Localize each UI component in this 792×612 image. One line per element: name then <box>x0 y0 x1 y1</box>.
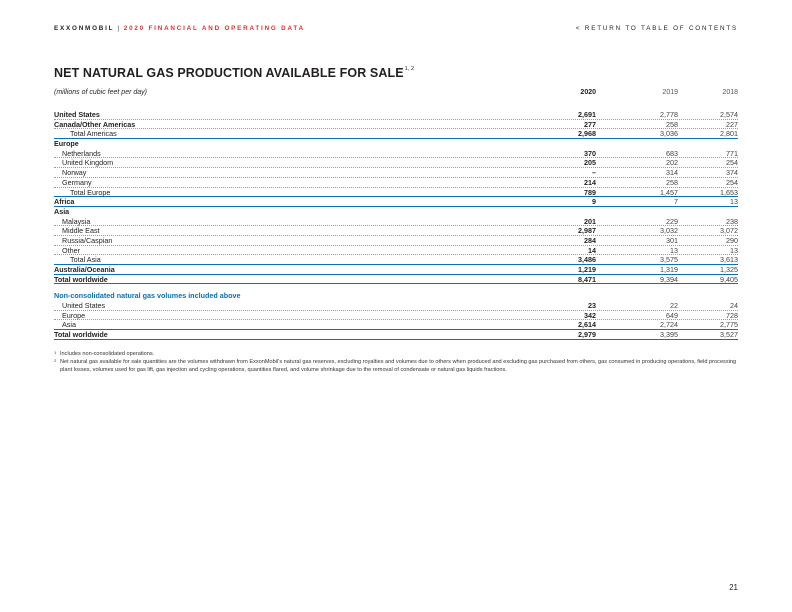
value-2019: 3,395 <box>660 330 678 340</box>
row-label: Total Asia <box>70 255 101 265</box>
table-row <box>54 265 738 275</box>
row-label: Asia <box>54 206 70 216</box>
value-2018: 254 <box>726 158 738 168</box>
footnotes <box>54 350 744 374</box>
page-title-text: NET NATURAL GAS PRODUCTION AVAILABLE FOR SALE <box>54 66 404 80</box>
row-label: United Kingdom <box>62 158 114 168</box>
value-2020: 3,486 <box>578 255 596 265</box>
value-2020: 1,219 <box>578 265 596 274</box>
value-2018: 374 <box>726 168 738 178</box>
table-row <box>54 110 738 120</box>
value-2020: 284 <box>584 235 596 245</box>
value-2018: 3,072 <box>720 226 738 236</box>
row-label: Total worldwide <box>54 330 108 340</box>
table-row <box>54 311 738 321</box>
column-header-2019: 2019 <box>662 89 678 96</box>
company-name: EXXONMOBIL <box>54 25 115 32</box>
value-2018: 227 <box>726 119 738 129</box>
footnote-number: 2 <box>54 358 57 363</box>
row-label: Non-consolidated natural gas volumes included above <box>54 291 241 301</box>
value-2018: 9,405 <box>720 274 738 284</box>
value-2020: 2,614 <box>578 320 596 330</box>
value-2019: 649 <box>666 310 678 320</box>
row-label: Netherlands <box>62 148 101 158</box>
value-2018: 2,574 <box>720 110 738 119</box>
footnote <box>54 358 744 374</box>
table-row <box>54 320 738 330</box>
value-2019: 1,457 <box>660 187 678 197</box>
value-2018: 254 <box>726 177 738 187</box>
table-row-total <box>54 330 738 340</box>
table-row <box>54 226 738 236</box>
value-2019: 301 <box>666 235 678 245</box>
title-footnote-refs: 1, 2 <box>404 65 415 72</box>
value-2019: 202 <box>666 158 678 168</box>
value-2019: 22 <box>670 301 678 311</box>
row-label: Malaysia <box>62 216 91 226</box>
value-2018: 13 <box>730 245 738 255</box>
document-title: 2020 FINANCIAL AND OPERATING DATA <box>123 25 305 32</box>
row-label: Total Americas <box>70 129 117 139</box>
value-2020: 2,979 <box>578 330 596 340</box>
row-label: Middle East <box>62 226 100 236</box>
value-2019: 314 <box>666 168 678 178</box>
row-label: United States <box>54 110 100 119</box>
value-2018: 2,775 <box>720 320 738 330</box>
page-number: 21 <box>729 583 738 592</box>
table-section-heading <box>54 139 738 149</box>
value-2019: 258 <box>666 119 678 129</box>
table-row <box>54 236 738 246</box>
value-2019: 258 <box>666 177 678 187</box>
row-label: Asia <box>62 320 76 330</box>
table-section-heading <box>54 207 738 217</box>
table-section-heading <box>54 291 738 301</box>
value-2018: 13 <box>730 197 738 207</box>
value-2020: 205 <box>584 158 596 168</box>
value-2019: 7 <box>674 197 678 207</box>
value-2020: 214 <box>584 177 596 187</box>
value-2018: 2,801 <box>720 129 738 139</box>
value-2019: 229 <box>666 216 678 226</box>
gas-production-table <box>54 110 738 340</box>
return-to-toc-link[interactable]: < RETURN TO TABLE OF CONTENTS <box>575 25 738 32</box>
table-row <box>54 168 738 178</box>
column-header-2020: 2020 <box>580 89 596 96</box>
footnote <box>54 350 744 358</box>
row-label: United States <box>62 301 106 311</box>
value-2019: 683 <box>666 148 678 158</box>
brand-header <box>54 25 305 32</box>
row-label: Norway <box>62 168 87 178</box>
table-row <box>54 158 738 168</box>
value-2018: 3,613 <box>720 255 738 265</box>
value-2019: 3,036 <box>660 129 678 139</box>
row-label: Total worldwide <box>54 274 108 284</box>
footnote-number: 1 <box>54 350 57 355</box>
page-title <box>54 66 414 80</box>
units-caption: (millions of cubic feet per day) <box>54 89 147 96</box>
value-2020: 2,987 <box>578 226 596 236</box>
footnote-text: Includes non-consolidated operations. <box>60 351 155 357</box>
value-2020: 2,968 <box>578 129 596 139</box>
table-spacer <box>54 284 738 291</box>
value-2018: 238 <box>726 216 738 226</box>
table-row <box>54 197 738 207</box>
value-2020: 370 <box>584 148 596 158</box>
column-header-2018: 2018 <box>722 89 738 96</box>
row-label: Europe <box>54 139 79 149</box>
value-2020: 201 <box>584 216 596 226</box>
value-2018: 3,527 <box>720 330 738 340</box>
value-2020: 14 <box>588 245 596 255</box>
table-row-subtotal <box>54 188 738 198</box>
row-label: Russia/Caspian <box>62 235 113 245</box>
value-2018: 24 <box>730 301 738 311</box>
table-row-subtotal <box>54 255 738 265</box>
row-label: Canada/Other Americas <box>54 119 136 129</box>
table-row <box>54 149 738 159</box>
value-2018: 1,325 <box>720 265 738 274</box>
table-row <box>54 217 738 227</box>
table-row <box>54 246 738 256</box>
row-label: Total Europe <box>70 187 111 197</box>
table-row <box>54 301 738 311</box>
table-row <box>54 178 738 188</box>
value-2020: – <box>592 168 596 178</box>
value-2018: 1,653 <box>720 187 738 197</box>
footnote-text: Net natural gas available for sale quantities are the volumes withdrawn from ExxonMobil's natural gas reserves, excluding royalties and volumes due to others when produced and excluding gas purchased from others, gas consumed in producing operations, field processing plant losses, volumes used for gas lift, gas injection and cycling operations, quantities flared, and volume shrinkage due to the removal of condensate or natural gas liquids fractions. <box>60 359 737 373</box>
value-2019: 3,575 <box>660 255 678 265</box>
value-2020: 342 <box>584 310 596 320</box>
value-2019: 13 <box>670 245 678 255</box>
value-2018: 290 <box>726 235 738 245</box>
row-label: Africa <box>54 197 75 207</box>
value-2020: 23 <box>588 301 596 311</box>
row-label: Europe <box>62 310 86 320</box>
value-2020: 277 <box>584 119 596 129</box>
header-separator: | <box>117 25 121 32</box>
value-2020: 2,691 <box>578 110 596 119</box>
row-label: Other <box>62 245 80 255</box>
value-2018: 728 <box>726 310 738 320</box>
table-row-total <box>54 275 738 285</box>
value-2019: 2,724 <box>660 320 678 330</box>
value-2018: 771 <box>726 148 738 158</box>
value-2019: 1,319 <box>660 265 678 274</box>
row-label: Australia/Oceania <box>54 265 115 274</box>
value-2020: 789 <box>584 187 596 197</box>
table-row-subtotal <box>54 129 738 139</box>
page-header <box>54 25 738 35</box>
table-row <box>54 120 738 130</box>
value-2019: 2,778 <box>660 110 678 119</box>
value-2020: 8,471 <box>578 274 596 284</box>
value-2019: 9,394 <box>660 274 678 284</box>
row-label: Germany <box>62 177 92 187</box>
value-2020: 9 <box>592 197 596 207</box>
value-2019: 3,032 <box>660 226 678 236</box>
